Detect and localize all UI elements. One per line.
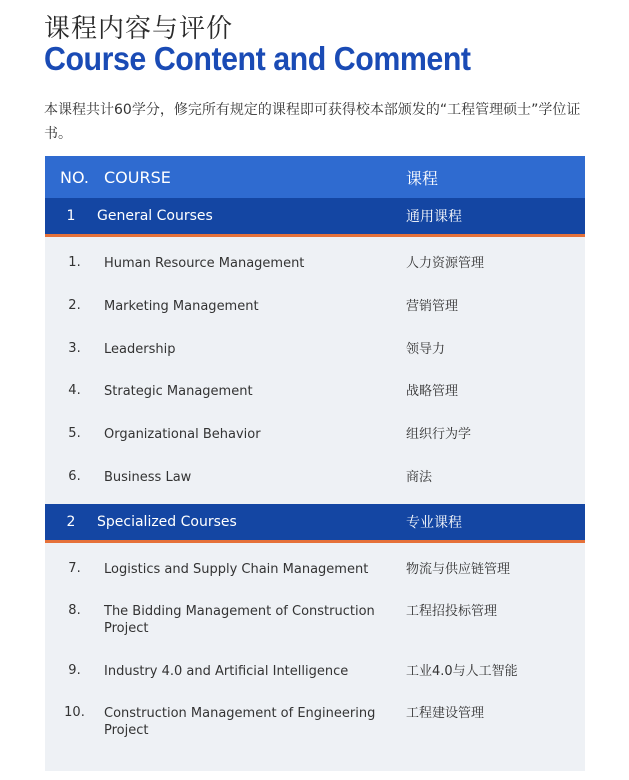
header-no: NO. [60, 167, 89, 187]
section-name-cn: 专业课程 [406, 515, 462, 531]
row-course: Marketing Management [104, 299, 259, 314]
header-course: COURSE [104, 167, 171, 187]
row-no: 9. [68, 663, 81, 678]
course-table [45, 156, 585, 771]
table-row [45, 426, 585, 469]
row-no: 8. [68, 603, 81, 618]
table-row [45, 705, 585, 741]
section-no: 2 [66, 514, 76, 530]
row-no: 4. [68, 383, 81, 398]
section-name: Specialized Courses [97, 514, 237, 530]
row-no: 3. [68, 341, 81, 356]
row-no: 10. [64, 705, 85, 720]
row-course: Construction Management of Engineering Project [104, 706, 376, 738]
row-no: 6. [68, 469, 81, 484]
table-row [45, 383, 585, 426]
row-no: 5. [68, 426, 81, 441]
row-course: Logistics and Supply Chain Management [104, 562, 369, 577]
row-no: 2. [68, 298, 81, 313]
row-course-cn: 组织行为学 [406, 427, 472, 442]
row-course-cn: 商法 [406, 470, 433, 485]
page-title-cn: 课程内容与评价 [44, 14, 234, 44]
row-course-cn: 工程招投标管理 [406, 604, 498, 619]
section-name-cn: 通用课程 [406, 209, 462, 225]
row-course: Leadership [104, 342, 176, 357]
table-row [45, 469, 585, 496]
row-course-cn: 工程建设管理 [406, 706, 485, 721]
row-no: 7. [68, 561, 81, 576]
table-row [45, 663, 585, 705]
section-no: 1 [66, 208, 76, 224]
row-course-cn: 工业4.0与人工智能 [406, 664, 518, 679]
row-course-cn: 人力资源管理 [406, 256, 485, 271]
row-course: Strategic Management [104, 384, 253, 399]
section-name: General Courses [97, 208, 213, 224]
table-row [45, 561, 585, 603]
page-title-en: Course Content and Comment [44, 40, 471, 77]
header-course-cn: 课程 [406, 168, 439, 188]
section-general [45, 198, 585, 237]
row-course: Industry 4.0 and Artificial Intelligence [104, 664, 349, 679]
row-course-cn: 营销管理 [406, 299, 459, 314]
intro-text: 本课程共计60学分，修完所有规定的课程即可获得校本部颁发的“工程管理硕士”学位证书。 [44, 102, 581, 142]
section-specialized [45, 504, 585, 543]
table-row [45, 255, 585, 298]
row-course-cn: 领导力 [406, 342, 446, 357]
section-general-rows [45, 237, 585, 504]
table-row [45, 298, 585, 341]
row-course-cn: 战略管理 [406, 384, 459, 399]
row-course: Organizational Behavior [104, 427, 261, 442]
table-row [45, 341, 585, 383]
section-specialized-rows [45, 543, 585, 771]
row-course: Human Resource Management [104, 256, 305, 271]
row-course: Business Law [104, 470, 192, 485]
table-header [45, 156, 585, 198]
row-no: 1. [68, 255, 81, 270]
table-row [45, 603, 585, 663]
row-course: The Bidding Management of Construction Project [104, 604, 375, 636]
row-course-cn: 物流与供应链管理 [406, 562, 511, 577]
